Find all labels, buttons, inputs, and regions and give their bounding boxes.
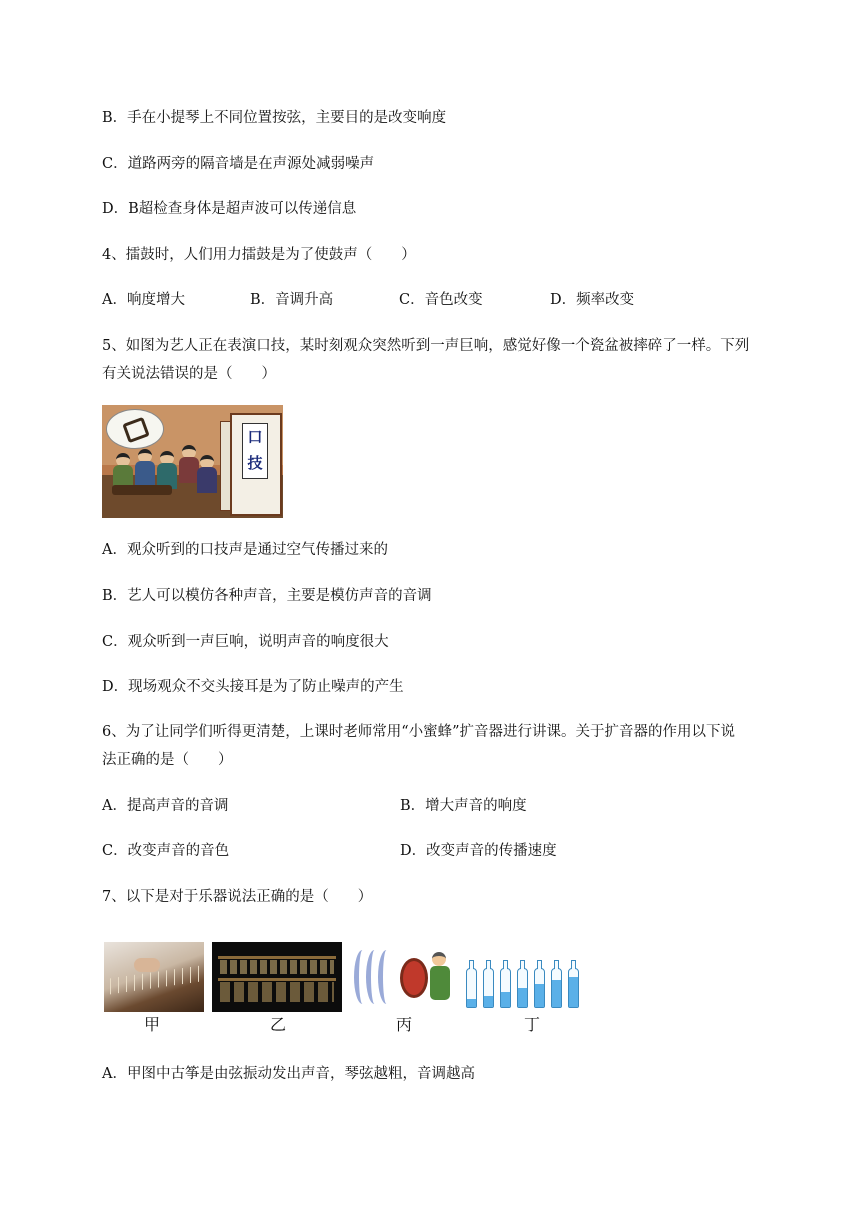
tea-table [112, 485, 172, 495]
q4-option-c: C．音色改变 [399, 292, 483, 308]
drummer-head [432, 952, 446, 966]
drum-icon [400, 958, 428, 998]
q6-stem-line1: 6、为了让同学们听得更清楚，上课时老师常用“小蜜蜂”扩音器进行讲课。关于扩音器的作用以下说 [102, 724, 736, 740]
water-bottle [483, 968, 494, 1008]
q5-option-d: D．现场观众不交头接耳是为了防止噪声的产生 [102, 679, 404, 695]
q6-option-b: B．增大声音的响度 [400, 798, 527, 814]
water-level [467, 999, 476, 1007]
thought-bubble-broken-basin [106, 409, 164, 449]
guzheng-image [104, 942, 204, 1012]
drum-image [350, 942, 455, 1012]
label-yi: 乙 [270, 1015, 287, 1034]
kouji-sign: 口技 [242, 423, 268, 479]
label-jia: 甲 [144, 1015, 161, 1034]
q5-option-b: B．艺人可以模仿各种声音，主要是模仿声音的音调 [102, 588, 432, 604]
water-level [518, 988, 527, 1007]
q3-option-c: C．道路两旁的隔音墙是在声源处减弱噪声 [102, 156, 375, 172]
q4-option-d: D．频率改变 [550, 292, 635, 308]
water-bottles-image [462, 942, 592, 1012]
bell-row [220, 982, 334, 1002]
bell-row [220, 960, 334, 974]
water-bottle [568, 968, 579, 1008]
guzheng-hand [134, 958, 160, 972]
q6-option-a: A．提高声音的音调 [102, 798, 229, 814]
water-bottle [466, 968, 477, 1008]
water-level [569, 977, 578, 1007]
q5-option-a: A．观众听到的口技声是通过空气传播过来的 [102, 542, 388, 558]
water-bottle [551, 968, 562, 1008]
q4-option-a: A．响度增大 [102, 292, 185, 308]
water-level [535, 984, 544, 1007]
q4-stem: 4、擂鼓时，人们用力擂鼓是为了使鼓声（ ） [102, 247, 416, 263]
bianzhong-image [212, 942, 342, 1012]
audience-body [197, 467, 217, 493]
water-level [484, 996, 493, 1007]
water-bottle [517, 968, 528, 1008]
water-level [501, 992, 510, 1007]
q3-option-d: D．B超检查身体是超声波可以传递信息 [102, 201, 357, 217]
q4-option-b: B．音调升高 [250, 292, 334, 308]
bell-rack [218, 978, 336, 981]
water-level [552, 980, 561, 1007]
water-bottle [534, 968, 545, 1008]
q7-stem: 7、以下是对于乐器说法正确的是（ ） [102, 889, 373, 905]
q6-option-d: D．改变声音的传播速度 [400, 843, 557, 859]
sound-wave-icon [378, 950, 395, 1004]
q6-option-c: C．改变声音的音色 [102, 843, 230, 859]
kouji-illustration [102, 405, 283, 518]
audience-body [135, 461, 155, 487]
water-bottle [500, 968, 511, 1008]
q3-option-b: B．手在小提琴上不同位置按弦，主要目的是改变响度 [102, 110, 447, 126]
q5-stem-line2: 有关说法错误的是（ ） [102, 366, 276, 382]
q5-option-c: C．观众听到一声巨响，说明声音的响度很大 [102, 634, 389, 650]
q7-option-a: A．甲图中古筝是由弦振动发出声音，琴弦越粗，音调越高 [102, 1066, 475, 1082]
q5-stem-line1: 5、如图为艺人正在表演口技，某时刻观众突然听到一声巨响，感觉好像一个瓷盆被摔碎了一样。下列 [102, 338, 750, 354]
q6-stem-line2: 法正确的是（ ） [102, 752, 233, 768]
drummer-body [430, 966, 450, 1000]
label-ding: 丁 [524, 1015, 541, 1034]
label-bing: 丙 [396, 1015, 413, 1034]
audience-body [179, 457, 199, 483]
bell-rack [218, 956, 336, 959]
